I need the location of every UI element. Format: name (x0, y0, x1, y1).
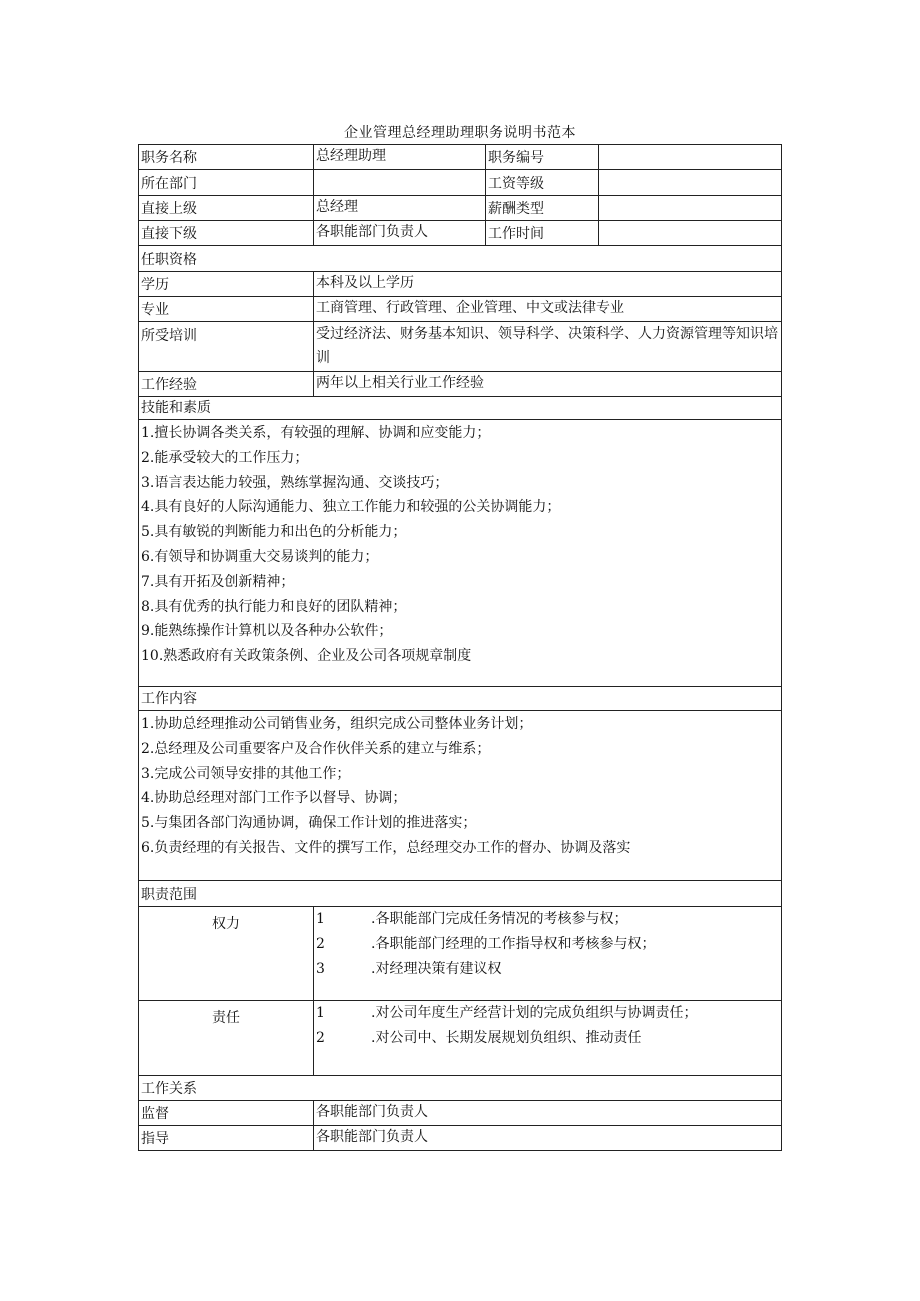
row-authority (139, 907, 782, 1001)
dept-value (314, 170, 486, 196)
skill-item: 9.能熟练操作计算机以及各种办公软件； (141, 623, 393, 640)
row-dept (139, 170, 782, 196)
row-job-name (139, 145, 782, 170)
job-description-table (138, 144, 782, 1151)
authority-label: 权力 (139, 907, 314, 1001)
responsibility-label: 责任 (139, 1001, 314, 1076)
major-value: 工商管理、行政管理、企业管理、中文或法律专业 (314, 297, 782, 322)
skill-item: 7.具有开拓及创新精神； (141, 573, 295, 590)
work-item: 4.协助总经理对部门工作予以督导、协调； (141, 790, 407, 807)
pay-type-value (599, 196, 782, 221)
row-education (139, 272, 782, 297)
item-number: 2 (316, 1030, 325, 1046)
item-text: .对经理决策有建议权 (371, 961, 502, 977)
experience-value: 两年以上相关行业工作经验 (314, 372, 782, 397)
skill-item: 5.具有敏锐的判断能力和出色的分析能力； (141, 524, 407, 541)
training-label: 所受培训 (139, 322, 314, 372)
job-no-value (599, 145, 782, 170)
experience-label: 工作经验 (139, 372, 314, 397)
work-item: 2.总经理及公司重要客户及合作伙伴关系的建立与维系； (141, 740, 491, 757)
subordinate-label: 直接下级 (139, 221, 314, 246)
work-time-label: 工作时间 (486, 221, 599, 246)
authority-item (316, 957, 779, 982)
scope-title: 职责范围 (139, 881, 782, 907)
item-text: .各职能部门完成任务情况的考核参与权； (371, 911, 628, 927)
item-number: 2 (316, 936, 325, 952)
skill-item: 8.具有优秀的执行能力和良好的团队精神； (141, 598, 407, 615)
job-name-label: 职务名称 (139, 145, 314, 170)
row-skills-list (139, 420, 782, 687)
skill-item: 2.能承受较大的工作压力； (141, 449, 309, 466)
row-work-content-list (139, 711, 782, 881)
row-supervise (139, 1101, 782, 1126)
work-content-list (139, 711, 782, 881)
authority-item (316, 907, 779, 932)
supervise-value: 各职能部门负责人 (314, 1101, 782, 1126)
section-skills (139, 397, 782, 420)
job-no-label: 职务编号 (486, 145, 599, 170)
salary-grade-value (599, 170, 782, 196)
page-title: 企业管理总经理助理职务说明书范本 (344, 125, 576, 141)
major-label: 专业 (139, 297, 314, 322)
item-number: 3 (316, 961, 325, 977)
skills-list (139, 420, 782, 687)
row-superior (139, 196, 782, 221)
pay-type-label: 薪酬类型 (486, 196, 599, 221)
training-value: 受过经济法、财务基本知识、领导科学、决策科学、人力资源管理等知识培训 (314, 322, 782, 372)
section-relations (139, 1076, 782, 1101)
item-number: 1 (316, 911, 325, 927)
responsibility-item (316, 1001, 779, 1026)
skills-title: 技能和素质 (139, 397, 782, 420)
salary-grade-label: 工资等级 (486, 170, 599, 196)
row-responsibility (139, 1001, 782, 1076)
row-experience (139, 372, 782, 397)
authority-list (314, 907, 782, 1001)
qualification-title: 任职资格 (139, 246, 782, 272)
row-subordinate (139, 221, 782, 246)
row-training (139, 322, 782, 372)
work-item: 3.完成公司领导安排的其他工作； (141, 765, 351, 782)
item-text: .对公司中、长期发展规划负组织、推动责任 (371, 1030, 642, 1046)
authority-item (316, 932, 779, 957)
education-label: 学历 (139, 272, 314, 297)
item-text: .各职能部门经理的工作指导权和考核参与权； (371, 936, 656, 952)
row-major (139, 297, 782, 322)
row-guide (139, 1126, 782, 1151)
supervise-label: 监督 (139, 1101, 314, 1126)
superior-label: 直接上级 (139, 196, 314, 221)
skill-item: 6.有领导和协调重大交易谈判的能力； (141, 548, 379, 565)
superior-value: 总经理 (314, 196, 486, 221)
guide-label: 指导 (139, 1126, 314, 1151)
section-qualification (139, 246, 782, 272)
responsibility-item (316, 1026, 779, 1051)
responsibility-list (314, 1001, 782, 1076)
job-name-value: 总经理助理 (314, 145, 486, 170)
item-text: .对公司年度生产经营计划的完成负组织与协调责任； (371, 1005, 698, 1021)
work-item: 6.负责经理的有关报告、文件的撰写工作，总经理交办工作的督办、协调及落实 (141, 839, 631, 856)
work-item: 5.与集团各部门沟通协调，确保工作计划的推进落实； (141, 815, 477, 832)
relations-title: 工作关系 (139, 1076, 782, 1101)
subordinate-value: 各职能部门负责人 (314, 221, 486, 246)
work-time-value (599, 221, 782, 246)
guide-value: 各职能部门负责人 (314, 1126, 782, 1151)
skill-item: 1.擅长协调各类关系，有较强的理解、协调和应变能力； (141, 425, 491, 441)
item-number: 1 (316, 1005, 325, 1021)
work-content-title: 工作内容 (139, 687, 782, 711)
skill-item: 10.熟悉政府有关政策条例、企业及公司各项规章制度 (141, 648, 472, 665)
education-value: 本科及以上学历 (314, 272, 782, 297)
dept-label: 所在部门 (139, 170, 314, 196)
skill-item: 4.具有良好的人际沟通能力、独立工作能力和较强的公关协调能力； (141, 499, 561, 516)
skill-item: 3.语言表达能力较强，熟练掌握沟通、交谈技巧； (141, 474, 449, 491)
section-work-content (139, 687, 782, 711)
section-scope (139, 881, 782, 907)
work-item: 1.协助总经理推动公司销售业务，组织完成公司整体业务计划； (141, 716, 533, 732)
